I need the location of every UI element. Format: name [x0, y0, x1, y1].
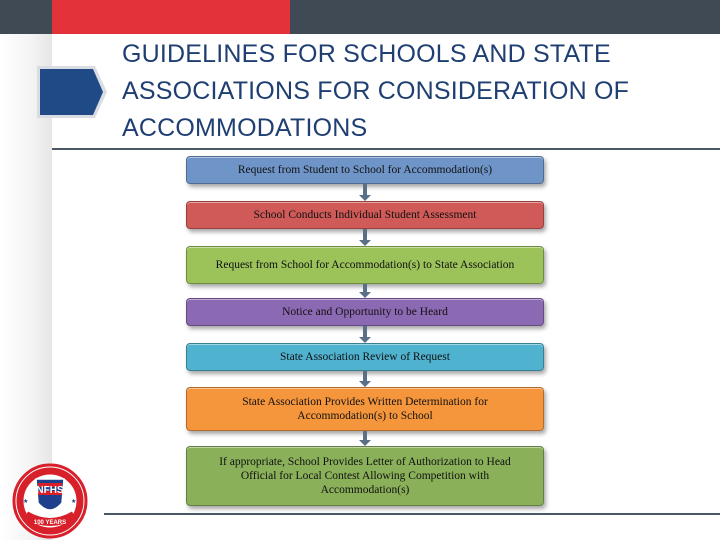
flow-step-6: State Association Provides Written Determination for Accommodation(s) to School — [186, 387, 544, 431]
flow-step-2: School Conducts Individual Student Assessment — [186, 201, 544, 229]
flow-step-3: Request from School for Accommodation(s) to State Association — [186, 246, 544, 284]
flow-arrow-icon — [359, 284, 371, 298]
svg-text:★: ★ — [71, 499, 77, 505]
svg-text:★: ★ — [23, 499, 29, 505]
nfhs-logo — [12, 463, 88, 539]
flow-arrow-icon — [359, 184, 371, 201]
flow-arrow-icon — [359, 371, 371, 387]
logo-tagline: 100 YEARS — [33, 520, 67, 526]
flow-step-7: If appropriate, School Provides Letter of Authorization to Head Official for Local Contest Allowing Competition with Accommodation(s) — [186, 446, 544, 506]
page-title: GUIDELINES FOR SCHOOLS AND STATE ASSOCIATIONS FOR CONSIDERATION OF ACCOMMODATIONS — [122, 40, 630, 142]
flow-step-4: Notice and Opportunity to be Heard — [186, 298, 544, 326]
footer-divider — [104, 513, 720, 515]
flow-arrow-icon — [359, 326, 371, 343]
flow-arrow-icon — [359, 229, 371, 246]
logo-initials: NFHS — [36, 485, 64, 496]
flow-step-5: State Association Review of Request — [186, 343, 544, 371]
flow-step-1: Request from Student to School for Accommodation(s) — [186, 156, 544, 184]
flow-arrow-icon — [359, 431, 371, 446]
